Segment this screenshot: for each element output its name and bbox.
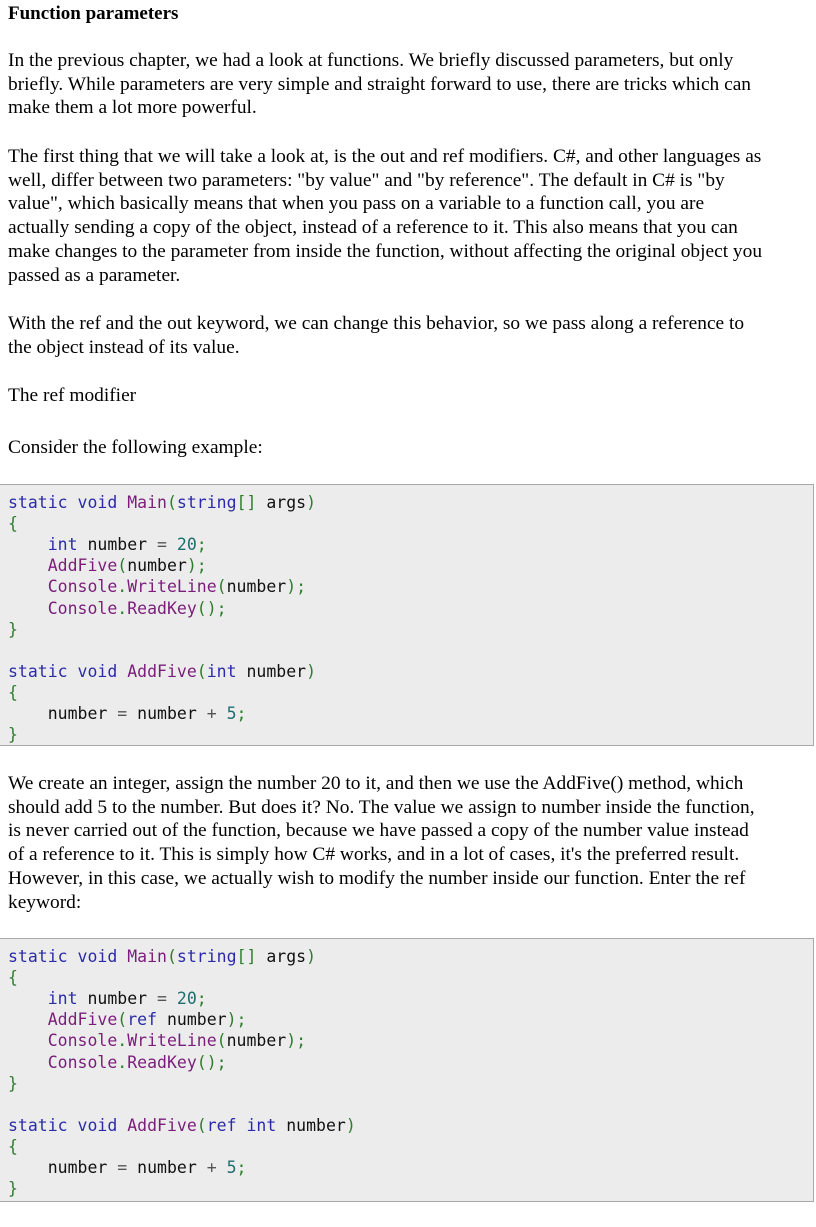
paragraph-line: keyword:	[8, 891, 82, 913]
code-token: number	[127, 556, 187, 576]
paragraph-line: We create an integer, assign the number 20 to it, and then we use the AddFive() method, which	[8, 773, 744, 794]
code-token: ();	[196, 598, 227, 618]
paragraph-line: However, in this case, we actually wish to modify the number inside our function. Enter the ref	[8, 867, 746, 889]
code-token: number	[87, 535, 158, 555]
code-token: );	[286, 577, 307, 597]
code-token: +	[206, 1158, 227, 1177]
code-token: number	[226, 577, 287, 597]
code-token: );	[226, 1010, 247, 1030]
paragraph-line: should add 5 to the number. But does it? No. The value we assign to number inside the function,	[8, 796, 755, 818]
code-token: ;	[196, 535, 207, 555]
code-token: }	[8, 619, 18, 639]
code-line	[8, 1030, 306, 1051]
code-token: ;	[236, 704, 247, 723]
code-token: +	[206, 704, 227, 723]
code-token: (	[117, 556, 128, 576]
code-token: )	[306, 661, 316, 681]
paragraph-line: the object instead of its value.	[8, 336, 240, 358]
code-token: WriteLine	[127, 577, 217, 597]
code-token: .	[117, 577, 128, 597]
code-token: Console	[47, 577, 118, 597]
code-token: }	[8, 725, 18, 745]
code-line	[8, 1052, 227, 1073]
code-token: AddFive	[127, 1115, 197, 1135]
paragraph-consider-example	[8, 436, 814, 460]
code-token: static	[8, 1115, 78, 1135]
code-token	[8, 1053, 48, 1072]
code-token: []	[236, 493, 267, 512]
code-token: int	[246, 1115, 287, 1135]
code-token: number	[8, 704, 118, 723]
code-line	[8, 492, 316, 513]
code-token: Console	[47, 1052, 118, 1072]
code-token: WriteLine	[127, 1031, 217, 1051]
paragraph-line: make them a lot more powerful.	[8, 97, 257, 119]
code-token: number	[226, 1031, 287, 1051]
code-line	[8, 1073, 18, 1094]
paragraph-line: passed as a parameter.	[8, 264, 181, 286]
code-token: (	[166, 947, 177, 966]
code-token: Console	[47, 598, 118, 618]
code-token: number	[166, 1010, 227, 1030]
code-token: ;	[196, 989, 207, 1009]
code-token: 20	[176, 989, 197, 1009]
code-token	[8, 989, 48, 1008]
code-token	[8, 535, 48, 554]
code-token: ReadKey	[127, 1052, 197, 1072]
code-token: Main	[127, 947, 167, 966]
code-line	[8, 661, 316, 682]
code-token: number	[8, 1158, 118, 1177]
code-token: (	[216, 1031, 227, 1051]
paragraph-by-value-by-reference	[8, 145, 814, 287]
code-token: number	[137, 704, 207, 723]
code-line	[8, 555, 207, 576]
code-line	[8, 1136, 18, 1157]
code-token: ref	[127, 1010, 167, 1030]
code-line	[8, 513, 18, 534]
paragraph-line: In the previous chapter, we had a look at functions. We briefly discussed parameters, but only	[8, 50, 734, 71]
code-token: )	[345, 1115, 356, 1135]
code-token: AddFive	[127, 661, 197, 681]
code-token: Main	[127, 493, 167, 512]
code-token: int	[206, 661, 247, 681]
code-line	[8, 534, 207, 555]
code-token: number	[87, 989, 158, 1009]
paragraph-explanation	[8, 772, 814, 914]
code-token: void	[77, 661, 128, 681]
code-token: {	[8, 968, 18, 988]
code-token: );	[286, 1031, 307, 1051]
code-token: =	[157, 989, 177, 1009]
code-token	[8, 1010, 48, 1029]
code-line	[8, 1157, 246, 1178]
paragraph-line: briefly. While parameters are very simple and straight forward to use, there are tricks which can	[8, 73, 752, 95]
code-block-by-reference	[0, 938, 814, 1202]
code-line	[8, 598, 227, 619]
code-token: args	[266, 493, 307, 512]
code-line	[8, 988, 207, 1009]
code-token: {	[8, 1136, 18, 1156]
paragraph-line: The first thing that we will take a look at, is the out and ref modifiers. C#, and other languages as	[8, 146, 762, 167]
paragraph-line: make changes to the parameter from inside the function, without affecting the original object you	[8, 240, 763, 262]
code-token: static	[8, 947, 78, 966]
code-token	[8, 1031, 48, 1050]
code-token: }	[8, 1073, 18, 1093]
code-token: .	[117, 1031, 128, 1051]
code-token: 20	[176, 535, 197, 555]
code-token: }	[8, 1179, 18, 1199]
code-token: void	[77, 947, 128, 966]
section-heading-ref-modifier	[8, 384, 814, 408]
code-token: )	[306, 493, 317, 512]
code-token: AddFive	[47, 556, 118, 576]
code-token: AddFive	[47, 1010, 118, 1030]
code-token: (	[117, 1010, 128, 1030]
code-token: {	[8, 514, 18, 534]
code-line	[8, 1178, 18, 1199]
code-token	[8, 577, 48, 596]
paragraph-line: well, differ between two parameters: "by value" and "by reference". The default in C# is "by	[8, 169, 725, 191]
paragraph-ref-out-keyword	[8, 312, 814, 359]
code-token: Console	[47, 1031, 118, 1051]
code-token: args	[266, 947, 307, 966]
code-token: .	[117, 598, 128, 618]
code-line	[8, 724, 18, 745]
code-token: ref	[206, 1115, 247, 1135]
code-line	[8, 1009, 246, 1030]
paragraph-line: With the ref and the out keyword, we can change this behavior, so we pass along a reference to	[8, 313, 745, 334]
code-token: =	[157, 535, 177, 555]
paragraph-intro	[8, 49, 814, 120]
paragraph-line: actually sending a copy of the object, instead of a reference to it. This also means that you can	[8, 217, 738, 239]
code-token: ;	[236, 1158, 247, 1177]
code-line	[8, 1115, 356, 1136]
code-token: .	[117, 1052, 128, 1072]
code-token: (	[196, 1115, 207, 1135]
code-token: )	[306, 947, 317, 966]
code-token: (	[166, 493, 177, 512]
code-token: number	[286, 1115, 346, 1135]
code-token: int	[47, 989, 88, 1009]
code-line	[8, 682, 18, 703]
code-token: 5	[226, 1158, 237, 1177]
code-line	[8, 967, 18, 988]
code-line	[8, 946, 316, 967]
code-line	[8, 576, 306, 597]
code-token	[8, 599, 48, 618]
code-token: []	[236, 947, 267, 966]
code-token: {	[8, 682, 18, 702]
code-token: string	[176, 947, 237, 966]
paragraph-line: of a reference to it. This is simply how C# works, and in a lot of cases, it's the preferred result.	[8, 844, 740, 866]
code-token: 5	[226, 704, 237, 723]
paragraph-line: is never carried out of the function, because we have passed a copy of the number value instead	[8, 820, 749, 842]
code-token: =	[117, 704, 138, 723]
code-token: =	[117, 1158, 138, 1177]
code-token: string	[176, 493, 237, 512]
code-line	[8, 619, 18, 640]
code-token: ();	[196, 1052, 227, 1072]
code-token: (	[216, 577, 227, 597]
code-token: static	[8, 661, 78, 681]
page-title: Function parameters	[8, 3, 179, 24]
code-token: ReadKey	[127, 598, 197, 618]
code-token: int	[47, 535, 88, 555]
code-token	[8, 556, 48, 575]
code-block-by-value	[0, 484, 814, 746]
paragraph-line: Consider the following example:	[8, 437, 263, 458]
paragraph-line: The ref modifier	[8, 385, 137, 406]
code-token: number	[137, 1158, 207, 1177]
paragraph-line: value", which basically means that when you pass on a variable to a function call, you are	[8, 193, 705, 215]
code-token: number	[246, 661, 307, 681]
code-token: void	[77, 493, 128, 512]
code-token: void	[77, 1115, 128, 1135]
code-token: );	[186, 556, 207, 576]
code-token: (	[196, 661, 207, 681]
code-token: static	[8, 493, 78, 512]
code-line	[8, 703, 246, 724]
